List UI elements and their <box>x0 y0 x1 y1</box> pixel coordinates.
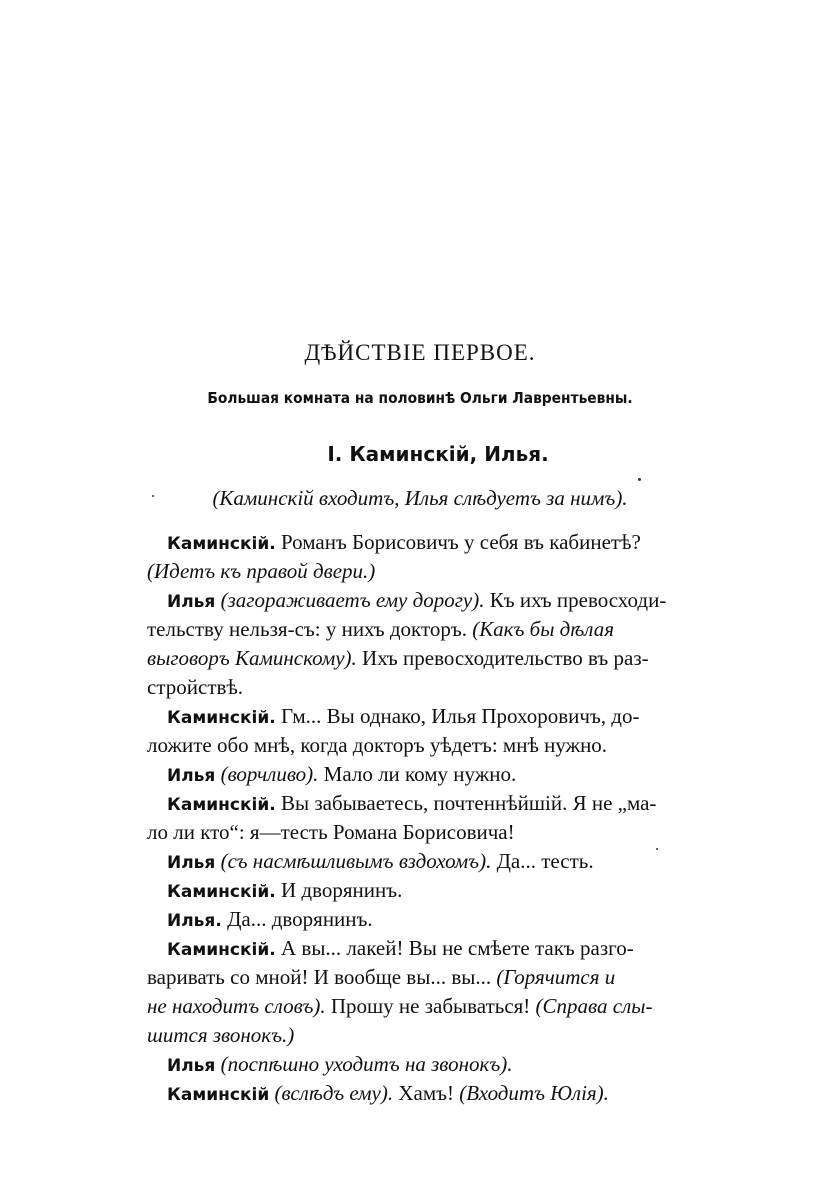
stage-direction: (Идетъ къ правой двери.) <box>147 559 376 583</box>
speaker-name: Каминскій. <box>167 534 276 554</box>
dialogue-line <box>147 905 737 934</box>
dialogue-line <box>147 644 737 673</box>
speech-text: И дворянинъ. <box>275 878 403 902</box>
speaker-name: Каминскій <box>167 1085 270 1105</box>
stage-direction: (Какъ бы дѣлая <box>466 617 614 641</box>
speech-text: Вы забываетесь, почтеннѣйшій. Я не „ма- <box>275 791 657 815</box>
speaker-name: Илья <box>167 1056 216 1076</box>
speaker-name: Илья <box>167 853 216 873</box>
speech-text: Къ ихъ превосходи- <box>484 588 667 612</box>
speaker-name: Каминскій. <box>167 708 276 728</box>
speaker-name: Илья. <box>167 911 222 931</box>
dialogue-line <box>147 1079 737 1108</box>
speaker-name: Илья <box>167 766 216 786</box>
dialogue-line <box>147 818 737 847</box>
speech-text: Да... тесть. <box>491 849 594 873</box>
speech-text: Прошу не забываться! <box>325 994 531 1018</box>
print-speck <box>638 478 641 481</box>
dialogue-text <box>147 528 737 1108</box>
stage-direction: не находитъ словъ). <box>147 994 326 1018</box>
dialogue-line <box>147 731 737 760</box>
dialogue-line <box>147 1021 737 1050</box>
speech-text: Романъ Борисовичъ у себя въ кабинетѣ? <box>275 530 641 554</box>
speech-text: Хамъ! <box>393 1081 454 1105</box>
speech-text: тельству нельзя-съ: у нихъ докторъ. <box>147 617 467 641</box>
speaker-name: Каминскій. <box>167 882 276 902</box>
dialogue-line <box>147 847 737 876</box>
stage-direction: (Горячится и <box>491 965 616 989</box>
dialogue-line <box>147 992 737 1021</box>
dialogue-line <box>147 1050 737 1079</box>
dialogue-line <box>147 963 737 992</box>
stage-direction: шится звонокъ.) <box>147 1023 295 1047</box>
speech-text: стройствѣ. <box>147 675 244 699</box>
dialogue-line <box>147 876 737 905</box>
stage-direction: (Справа слы- <box>530 994 653 1018</box>
dialogue-line <box>147 528 737 557</box>
print-speck <box>656 848 658 850</box>
stage-direction: (поспѣшно уходитъ на звонокъ). <box>215 1052 513 1076</box>
stage-direction: (съ насмѣшливымъ вздохомъ). <box>215 849 492 873</box>
dialogue-line <box>147 789 737 818</box>
dialogue-line <box>147 615 737 644</box>
speech-text: Мало ли кому нужно. <box>318 762 517 786</box>
stage-direction: (Входитъ Юлія). <box>454 1081 609 1105</box>
speaker-name: Каминскій. <box>167 795 276 815</box>
stage-direction: (ворчливо). <box>215 762 319 786</box>
speaker-name: Илья <box>167 592 216 612</box>
speech-text: Да... дворянинъ. <box>221 907 373 931</box>
act-title: ДѢЙСТВІЕ ПЕРВОЕ. <box>304 340 536 365</box>
speech-text: Ихъ превосходительство въ раз- <box>356 646 649 670</box>
stage-direction: выговоръ Каминскому). <box>147 646 357 670</box>
stage-direction: (вслѣдъ ему). <box>269 1081 394 1105</box>
dialogue-line <box>147 586 737 615</box>
speech-text: варивать со мной! И вообще вы... вы... <box>147 965 492 989</box>
dialogue-line <box>147 557 737 586</box>
opening-stage-direction: (Каминскій входитъ, Илья слѣдуетъ за нимъ). <box>212 486 628 510</box>
speech-text: Гм... Вы однако, Илья Прохоровичъ, до- <box>275 704 640 728</box>
print-speck <box>152 495 154 497</box>
dialogue-line <box>147 934 737 963</box>
dialogue-line <box>147 702 737 731</box>
stage-direction: (загораживаетъ ему дорогу). <box>215 588 485 612</box>
dialogue-line <box>147 760 737 789</box>
speech-text: А вы... лакей! Вы не смѣете такъ разго- <box>275 936 634 960</box>
dialogue-line <box>147 673 737 702</box>
speech-text: ло ли кто“: я—тесть Романа Борисовича! <box>147 820 515 844</box>
speech-text: ложите обо мнѣ, когда докторъ уѣдетъ: мнѣ нужно. <box>147 733 608 757</box>
scene-setting: Большая комната на половинѣ Ольги Лаврентьевны. <box>207 389 633 407</box>
speaker-name: Каминскій. <box>167 940 276 960</box>
scene-title: I. Каминскій, Илья. <box>327 442 549 466</box>
